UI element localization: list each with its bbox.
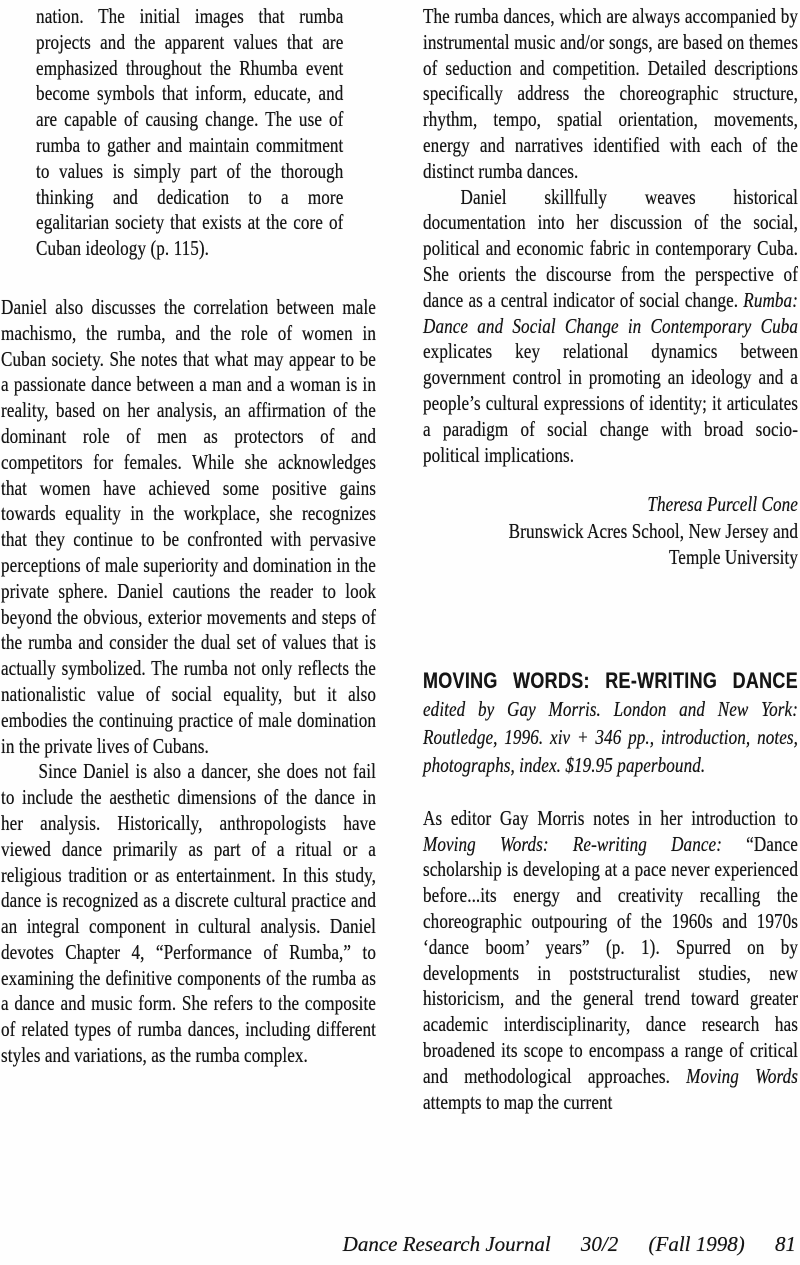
- paragraph-daniel-weaves: [423, 185, 798, 469]
- reviewer-affiliation-line2: Temple University: [668, 545, 798, 570]
- paragraph-text: explicates key relational dynamics between government control in promoting an ideology and a people’s cultural expressions of identity; it articulates a paradigm of social change with broad socio-political implications.: [423, 339, 798, 467]
- publication-details: edited by Gay Morris. London and New York: Routledge, 1996. xiv + 346 pp., introduction, notes, photographs, index. $19.95 paperbound.: [423, 696, 798, 777]
- paragraph-text: Daniel skillfully weaves historical documentation into her discussion of the social, political and economic fabric in contemporary Cuba. She orients the discourse from the perspective of dance as a central indicator of social change.: [423, 184, 798, 312]
- review-title: MOVING WORDS: RE-WRITING DANCE: [423, 667, 798, 693]
- left-column-text: [1, 4, 376, 1069]
- page-footer: [0, 1231, 796, 1257]
- reviewer-attribution: [423, 491, 798, 571]
- paragraph-as-editor: [423, 806, 798, 1116]
- reviewer-affiliation-line1: Brunswick Acres School, New Jersey and: [508, 518, 798, 543]
- book-title-moving-words: Moving Words: Re-writing Dance:: [423, 831, 722, 856]
- page-number: 81: [775, 1232, 796, 1256]
- right-column-text: [423, 4, 798, 1115]
- paragraph-text: “Dance scholarship is developing at a pace never experienced before...its energy and creativity recalling the choreographic outpouring of the 1960s and 1970s ‘dance boom’ years” (p. 1). Spurred on by developments in poststructuralist studies, new historicism, and the general trend toward greater academic interdisciplinarity, dance research has broadened its scope to encompass a range of critical and methodological approaches.: [423, 831, 799, 1088]
- left-column: [1, 4, 461, 1069]
- book-title-moving-words: Moving Words: [686, 1063, 798, 1088]
- paragraph-correlation: Daniel also discusses the correlation between male machismo, the rumba, and the role of women in Cuban society. She notes that what may appear to be a passionate dance between a man and a woman is in reality, based on her analysis, an affirmation of the dominant role of men as protectors of and competitors for females. While she acknowledges that women have achieved some positive gains towards equality in the workplace, she recognizes that they continue to be confronted with pervasive perceptions of male superiority and domination in the private sphere. Daniel cautions the reader to look beyond the obvious, exterior movements and steps of the rumba and consider the dual set of values that is actually symbolized. The rumba not only reflects the nationalistic value of social equality, but it also embodies the continuing practice of male domination in the private lives of Cubans.: [1, 294, 376, 758]
- block-quote: nation. The initial images that rumba projects and the apparent values that are emphasized throughout the Rhumba event become symbols that inform, educate, and are capable of causing change. The use of rumba to gather and maintain commitment to values is simply part of the thorough thinking and dedication to a more egalitarian society that exists at the core of Cuban ideology (p. 115).: [36, 4, 344, 261]
- paragraph-rumba-dances: The rumba dances, which are always accompanied by instrumental music and/or songs, are based on themes of seduction and competition. Detailed descriptions specifically address the choreographic structure, rhythm, tempo, spatial orientation, movements, energy and narratives identified with each of the distinct rumba dances.: [423, 4, 798, 183]
- reviewer-name: Theresa Purcell Cone: [647, 492, 798, 517]
- issue-season: (Fall 1998): [648, 1232, 745, 1256]
- issue-number: 30/2: [580, 1232, 619, 1256]
- paragraph-text: attempts to map the current: [423, 1089, 613, 1114]
- review-heading: [423, 667, 798, 779]
- paragraph-since-daniel: Since Daniel is also a dancer, she does not fail to include the aesthetic dimensions of the dance in her analysis. Historically, anthropologists have viewed dance primarily as part of a ritual or a religious tradition or as entertainment. In this study, dance is recognized as a discrete cultural practice and an integral component in cultural analysis. Daniel devotes Chapter 4, “Performance of Rumba,” to examining the definitive components of the rumba as a dance and music form. She refers to the composite of related types of rumba dances, including different styles and variations, as the rumba complex.: [1, 759, 376, 1068]
- paragraph-text: As editor Gay Morris notes in her introduction to: [423, 805, 798, 830]
- book-title-rumba: Rumba: Dance and Social Change in Contemporary Cuba: [423, 287, 798, 338]
- journal-name: Dance Research Journal: [342, 1232, 551, 1256]
- right-column: [423, 4, 800, 1115]
